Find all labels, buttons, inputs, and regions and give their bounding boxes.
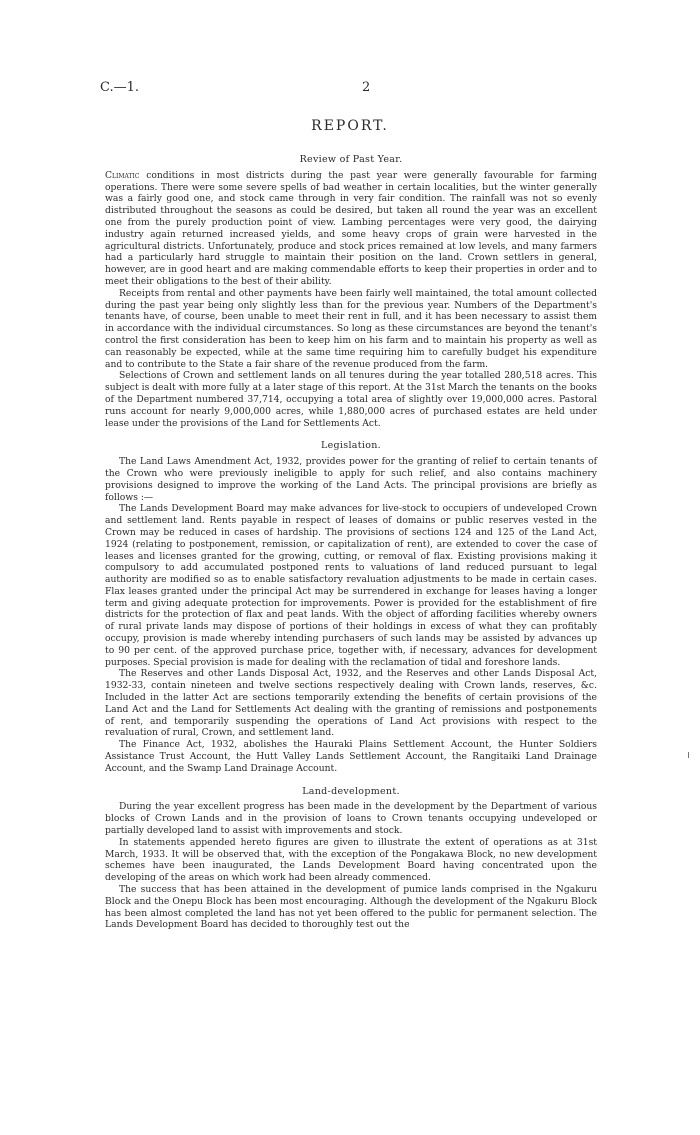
paragraph-reserves-act: The Reserves and other Lands Disposal Act, 1932, and the Reserves and other Lands Disposal Act, 1932-33, contain nineteen and twelve sections respectively dealing with Crown lands, reserves, &c. Included in the latter Act are sections temporarily extending the benefits of certain provisions of the Land Act and the Land for Settlements Act dealing with the granting of remissions and postponements of rent, and temporarily suspending the operations of Land Act provisions with respect to the revaluation of rural, Crown, and settlement land. bbox=[105, 668, 597, 739]
margin-mark bbox=[688, 752, 689, 758]
paragraph-pumice-lands: The success that has been attained in the development of pumice lands comprised in the Ngakuru Block and the Onepu Block has been most encouraging. Although the development of the Ngakuru Block has been almost completed the land has not yet been offered to the public for permanent selection. The Lands Development Board has decided to thoroughly test out the bbox=[105, 884, 597, 931]
report-title: REPORT. bbox=[311, 118, 389, 134]
heading-review-of-past-year: Review of Past Year. bbox=[299, 154, 403, 165]
paragraph-progress: During the year excellent progress has been made in the development by the Department of various blocks of Crown Lands and in the provision of loans to Crown tenants occupying undeveloped or partially developed land to assist with improvements and stock. bbox=[105, 801, 597, 837]
paragraph-receipts: Receipts from rental and other payments have been fairly well maintained, the total amount collected during the past year being only slightly less than for the previous year. Numbers of the Department's tenants have, of course, been unable to meet their rent in full, and it has been necessary to assist them in accordance with the individual circumstances. So long as these circumstances are beyond the tenant's control the first consideration has been to keep him on his farm and to maintain his property as well as can reasonably be expected, while at the same time requiring him to carefully budget his expenditure and to contribute to the State a fair share of the revenue produced from the farm. bbox=[105, 287, 597, 370]
document-reference: C.—1. bbox=[100, 80, 140, 95]
paragraph-text: conditions in most districts during the past year were generally favourable for farming operations. There were some severe spells of bad weather in certain localities, but the winter generally was a fairly good one, and stock came through in very fair condition. The rainfall was not so evenly distributed throughout the seasons as could be desired, but taken all round the year was an excellent one from the purely production point of view. Lambing percentages were very good, the dairying industry again returned increased yields, and some heavy crops of grain were harvested in the agricultural districts. Unfortunately, produce and stock prices remained at low levels, and many farmers had a particularly hard struggle to maintain their position on the land. Crown settlers in general, however, are in good heart and are making commendable efforts to keep their properties in order and to meet their obligations to the best of their ability. bbox=[105, 169, 597, 287]
heading-land-development: Land-development. bbox=[302, 785, 400, 797]
paragraph-finance-act: The Finance Act, 1932, abolishes the Hauraki Plains Settlement Account, the Hunter Soldiers Assistance Trust Account, the Hutt Valley Lands Settlement Account, the Rangitaiki Land Drainage Account, and the Swamp Land Drainage Account. bbox=[105, 739, 597, 774]
page-number: 2 bbox=[362, 80, 371, 95]
paragraph-land-laws-amendment: The Land Laws Amendment Act, 1932, provides power for the granting of relief to certain tenants of the Crown who were previously ineligible to apply for such relief, and also contains machinery provisions designed to improve the working of the Land Acts. The principal provisions are briefly as follows :— bbox=[105, 456, 597, 503]
heading-legislation: Legislation. bbox=[321, 440, 381, 452]
paragraph-climatic bbox=[105, 170, 597, 288]
paragraph-lead-word: Climatic bbox=[105, 169, 140, 181]
paragraph-selections: Selections of Crown and settlement lands on all tenures during the year totalled 280,518 acres. This subject is dealt with more fully at a later stage of this report. At the 31st March the tenants on the books of the Department numbered 37,714, occupying a total area of slightly over 19,000,000 acres. Pastoral runs account for nearly 9,000,000 acres, while 1,880,000 acres of purchased estates are held under lease under the provisions of the Land for Settlements Act. bbox=[105, 370, 597, 429]
report-body bbox=[105, 150, 597, 931]
paragraph-lands-development-board: The Lands Development Board may make advances for live-stock to occupiers of undeveloped Crown and settlement land. Rents payable in respect of leases of domains or public reserves vested in the Crown may be reduced in cases of hardship. The provisions of sections 124 and 125 of the Land Act, 1924 (relating to postponement, remission, or capitalization of rent), are extended to cover the case of leases and licenses granted for the growing, cutting, or removal of flax. Existing provisions making it compulsory to add accumulated postponed rents to valuations of land reduced pursuant to legal authority are modified so as to enable satisfactory revaluation adjustments to be made in certain cases. Flax leases granted under the principal Act may be surrendered in exchange for leases having a longer term and giving adequate protection for improvements. Power is provided for the establishment of fire districts for the protection of flax and peat lands. With the object of affording facilities whereby owners of rural private lands may dispose of portions of their holdings in excess of what they can profitably occupy, provision is made whereby intending purchasers of such lands may be assisted by advances up to 90 per cent. of the approved purchase price, together with, if necessary, advances for development purposes. Special provision is made for dealing with the reclamation of tidal and foreshore lands. bbox=[105, 503, 597, 668]
paragraph-statements: In statements appended hereto figures are given to illustrate the extent of operations as at 31st March, 1933. It will be observed that, with the exception of the Pongakawa Block, no new development schemes have been inaugurated, the Lands Development Board having concentrated upon the developing of the areas on which work had been already commenced. bbox=[105, 836, 597, 884]
